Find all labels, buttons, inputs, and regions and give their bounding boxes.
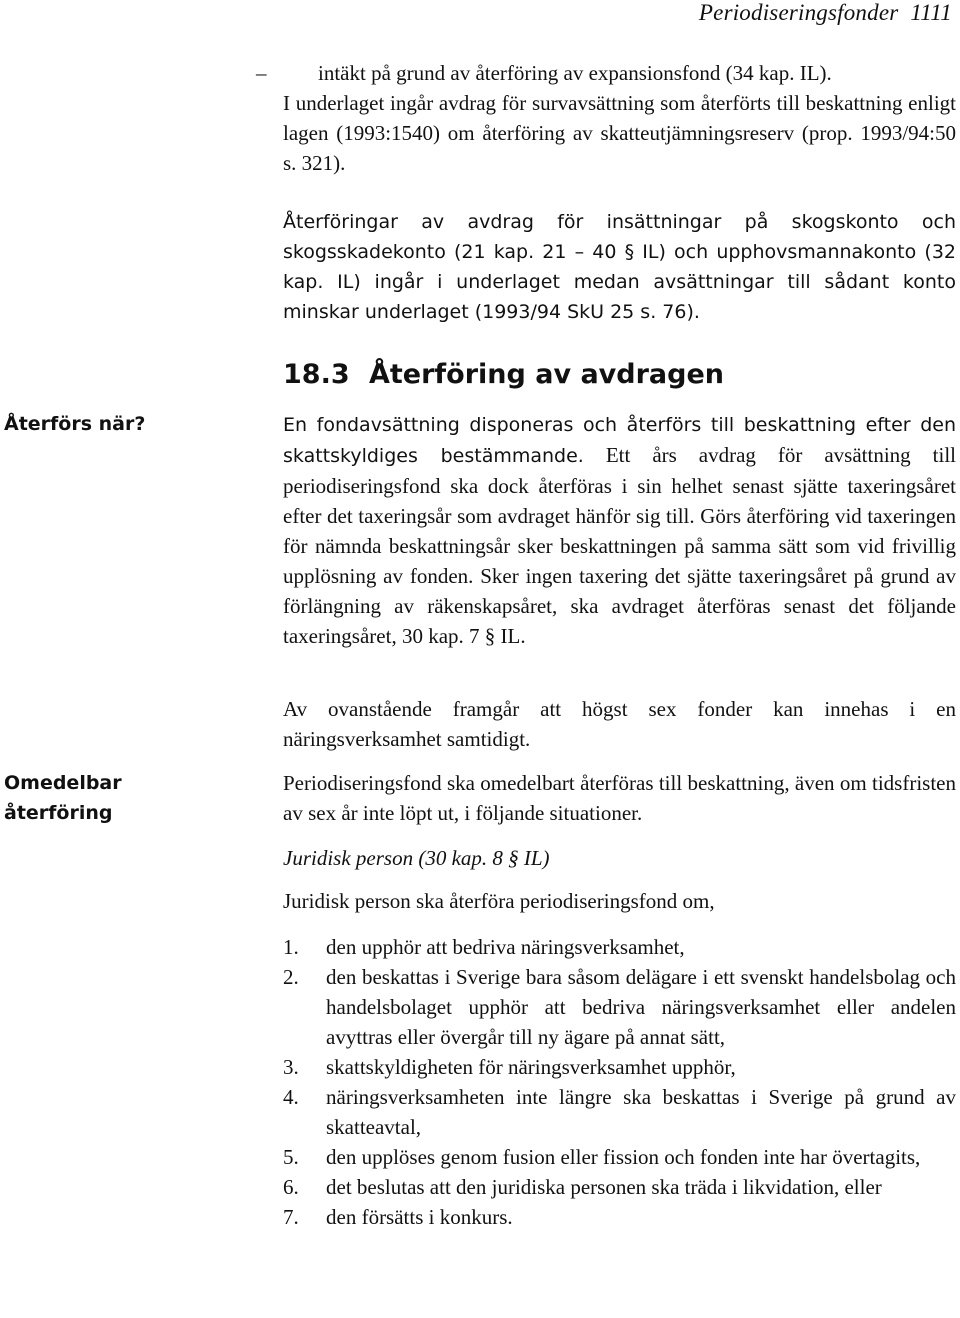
subheading-juridisk-person: Juridisk person (30 kap. 8 § IL) <box>283 846 550 870</box>
list-item-number: 7. <box>283 1205 299 1229</box>
margin-note-aterfors-nar: Återförs när? <box>4 413 146 435</box>
dash-marker: – <box>256 61 267 85</box>
list-item-text: den upplöses genom fusion eller fission och fonden inte har övertagits, <box>326 1145 921 1169</box>
page-number: 1111 <box>910 0 952 25</box>
paragraph-omedelbart: Periodiseringsfond ska omedelbart återföras till beskattning, även om tidsfristen av sex år inte löpt ut, i följande situationer. <box>283 771 956 825</box>
list-item <box>283 1202 956 1232</box>
list-item-number: 1. <box>283 935 299 959</box>
running-header <box>699 0 952 26</box>
list-item-number: 3. <box>283 1055 299 1079</box>
list-item-text: den beskattas i Sverige bara såsom delägare i ett svenskt handelsbolag och handelsbolaget upphör att bedriva näringsverksamhet eller andelen avyttras eller övergår till ny ägare på annat sätt, <box>326 965 956 1049</box>
list-item <box>283 1052 956 1082</box>
section-title: Återföring av avdragen <box>369 359 725 390</box>
list-item <box>283 1082 956 1142</box>
list-item-text: den försätts i konkurs. <box>326 1205 513 1229</box>
paragraph-juridisk: Juridisk person ska återföra periodiseringsfond om, <box>283 889 715 913</box>
list-item-number: 4. <box>283 1085 299 1109</box>
margin-note-line-1: Omedelbar <box>4 772 122 794</box>
paragraph-skogskonto: Återföringar av avdrag för insättningar på skogskonto och skogsskadekonto (21 kap. 21 – 40 § IL) och upphovsmannakonto (32 kap. IL) ingår i underlaget medan avsättningar till sådant konto minskar underlaget (1993/94 SkU 25 s. 76). <box>283 211 956 323</box>
numbered-list <box>283 932 956 1232</box>
dash-item-text: intäkt på grund av återföring av expansionsfond (34 kap. IL). <box>318 61 832 85</box>
running-title: Periodiseringsfonder <box>698 0 899 25</box>
margin-note-omedelbar-aterforing <box>4 768 122 828</box>
list-item-text: näringsverksamheten inte längre ska beskattas i Sverige på grund av skatteavtal, <box>326 1085 956 1139</box>
margin-note-line-2: återföring <box>4 802 113 824</box>
paragraph-fondavsattning-rest: Ett års avdrag för avsättning till periodiseringsfond ska dock återföras i sin helhet senast sjätte taxeringsåret efter det taxeringsår som avdraget hänför sig till. Görs återföring vid taxeringen för nämnda beskattningsår sker beskattningen på samma sätt som vid frivillig upplösning av fonden. Sker ingen taxering det sjätte taxeringsåret på grund av förlängning av räkenskapsåret, ska avdraget återföras senast det följande taxeringsåret, 30 kap. 7 § IL. <box>283 443 956 648</box>
paragraph-sex-fonder: Av ovanstående framgår att högst sex fonder kan innehas i en näringsverksamhet samtidigt. <box>283 697 956 751</box>
list-item-number: 2. <box>283 965 299 989</box>
list-item <box>283 1142 956 1172</box>
section-heading <box>283 357 724 393</box>
list-item-text: skattskyldigheten för näringsverksamhet upphör, <box>326 1055 736 1079</box>
section-number: 18.3 <box>283 359 350 390</box>
list-item-number: 5. <box>283 1145 299 1169</box>
dash-list-item <box>256 58 832 88</box>
list-item-text: det beslutas att den juridiska personen ska träda i likvidation, eller <box>326 1175 882 1199</box>
list-item <box>283 932 956 962</box>
list-item-text: den upphör att bedriva näringsverksamhet, <box>326 935 685 959</box>
paragraph-fondavsattning <box>283 409 956 651</box>
paragraph-survavsattning: I underlaget ingår avdrag för survavsättning som återförts till beskattning enligt lagen (1993:1540) om återföring av skatteutjämningsreserv (prop. 1993/94:50 s. 321). <box>283 91 956 175</box>
list-item <box>283 1172 956 1202</box>
list-item <box>283 962 956 1052</box>
paragraph-fondavsattning-lead: En fondavsättning disponeras och återförs till beskattning efter den skattskyldiges bestämmande. <box>283 414 956 467</box>
list-item-number: 6. <box>283 1175 299 1199</box>
